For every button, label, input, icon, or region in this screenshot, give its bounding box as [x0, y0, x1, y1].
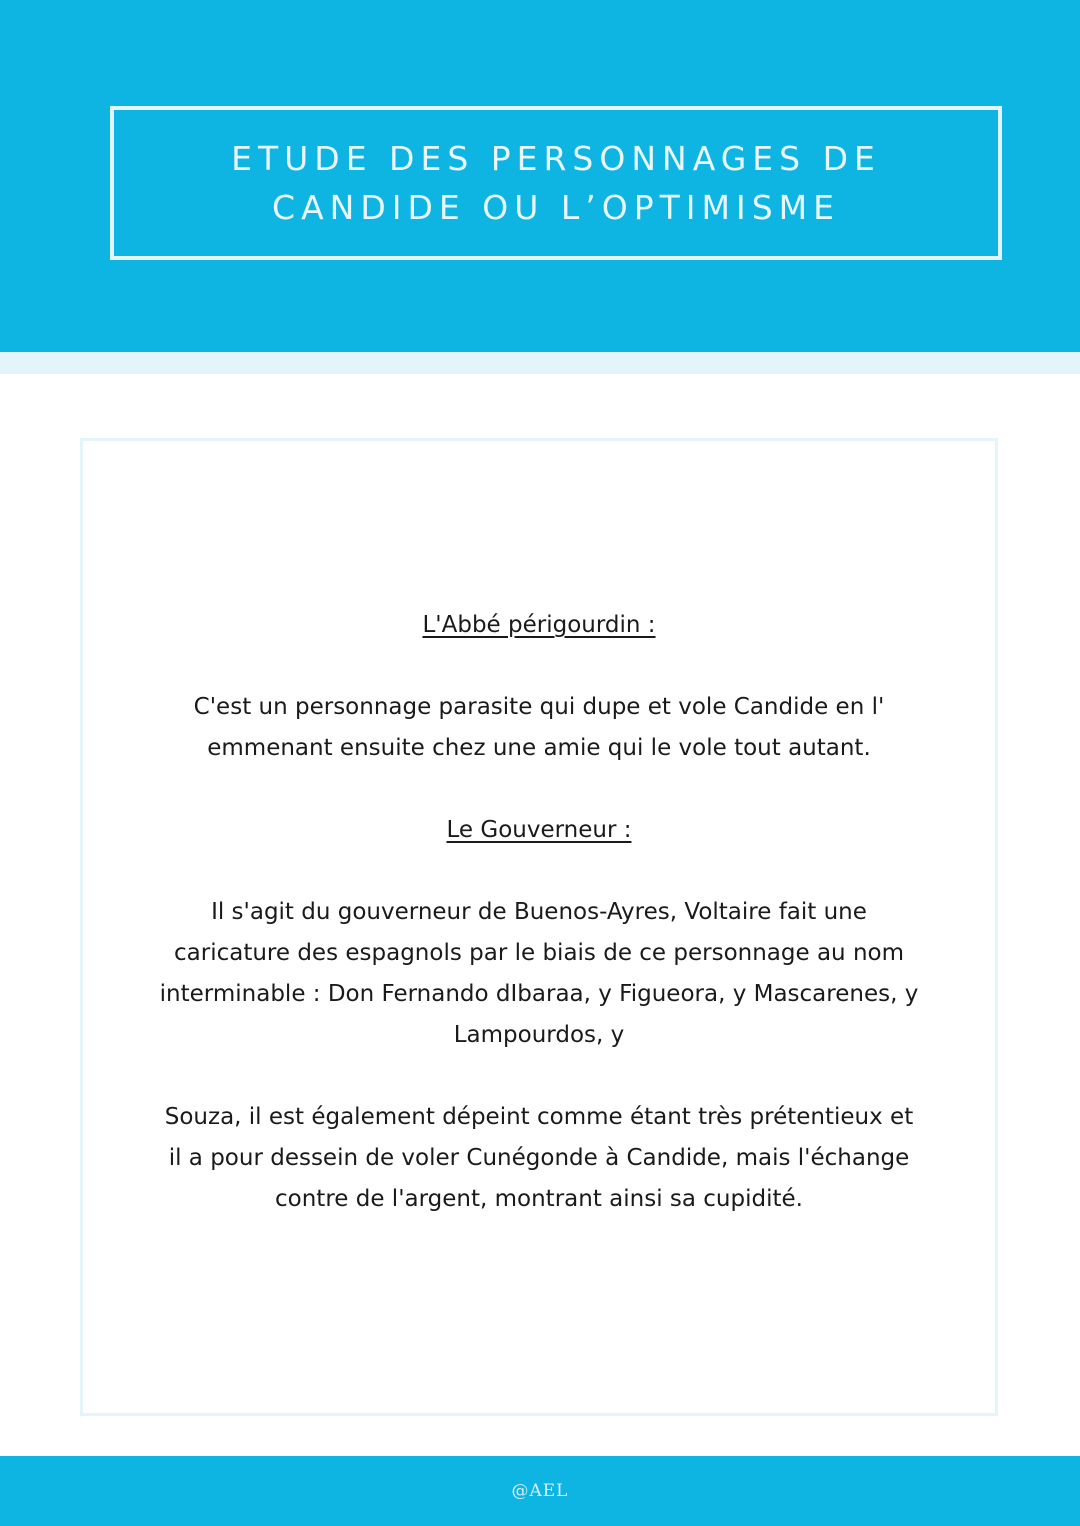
title-line-1: ETUDE DES PERSONNAGES DE: [231, 139, 881, 178]
title-box: [110, 106, 1002, 260]
spacer: [83, 769, 995, 810]
section-paragraph-gouverneur-1: Il s'agit du gouverneur de Buenos-Ayres, Voltaire fait une caricature des espagnols par le biais de ce personnage au nom interminable : Don Fernando dIbaraa, y Figueora, y Mascarenes, y Lampourdos, y: [159, 899, 919, 1048]
footer-band: [0, 1456, 1080, 1526]
section-heading-abbe: L'Abbé périgourdin :: [422, 612, 656, 638]
spacer: [83, 646, 995, 687]
spacer: [83, 1056, 995, 1097]
content-body: [83, 605, 995, 1220]
section-heading-gouverneur: Le Gouverneur :: [446, 817, 632, 843]
section-paragraph-gouverneur-2: Souza, il est également dépeint comme étant très prétentieux et il a pour dessein de voler Cunégonde à Candide, mais l'échange contre de l'argent, montrant ainsi sa cupidité.: [164, 1104, 914, 1212]
content-box: [80, 438, 998, 1416]
title-line-2: CANDIDE OU L’OPTIMISME: [272, 188, 840, 227]
section-paragraph-abbe: C'est un personnage parasite qui dupe et vole Candide en l' emmenant ensuite chez une amie qui le vole tout autant.: [193, 694, 885, 761]
header-stripe: [0, 352, 1080, 374]
spacer: [83, 851, 995, 892]
footer-signature: @AEL: [511, 1481, 569, 1501]
